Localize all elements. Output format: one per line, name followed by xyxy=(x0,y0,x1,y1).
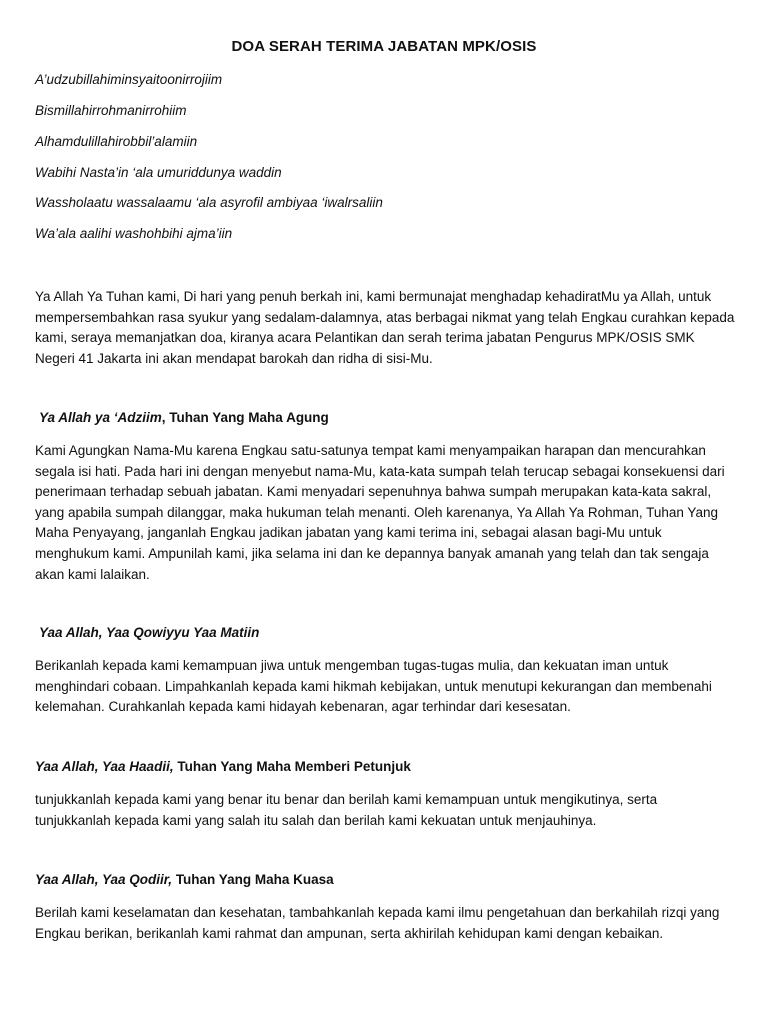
opening-line: A’udzubillahiminsyaitoonirrojiim xyxy=(35,72,223,87)
section-heading-rest: , Tuhan Yang Maha Agung xyxy=(161,410,329,425)
section-body: Berilah kami keselamatan dan kesehatan, tambahkanlah kepada kami ilmu pengetahuan dan berkahilah rizqi yang Engkau berikan, berikanlah kami rahmat dan ampunan, serta akhirilah kehidupan kami dengan kebaikan. xyxy=(35,905,720,941)
opening-line: Alhamdulillahirobbil’alamiin xyxy=(35,134,198,149)
section-heading xyxy=(39,410,329,425)
section-heading xyxy=(35,759,411,774)
opening-line: Wassholaatu wassalaamu ‘ala asyrofil ambiyaa ‘iwalrsaliin xyxy=(35,195,383,210)
section-heading-italic: Yaa Allah, Yaa Qowiyyu Yaa Matiin xyxy=(39,625,260,640)
section-heading-italic: Yaa Allah, Yaa Haadii, xyxy=(35,759,174,774)
section-body: Kami Agungkan Nama-Mu karena Engkau satu-satunya tempat kami menyampaikan harapan dan mencurahkan segala isi hati. Pada hari ini dengan menyebut nama-Mu, kata-kata sumpah telah terucap sebagai konsekuensi dari penerimaan terhadap sebuah jabatan. Kami menyadari sepenuhnya bahwa sumpah merupakan kata-kata sakral, yang apabila sumpah dilanggar, maka hukuman telah menanti. Oleh karenanya, Ya Allah Ya Rohman, Tuhan Yang Maha Penyayang, janganlah Engkau jadikan jabatan yang kami terima ini, sebagai alasan bagi-Mu untuk menghukum kami. Ampunilah kami, jika selama ini dan ke depannya banyak amanah yang telah dan tak sengaja akan kami lalaikan. xyxy=(35,443,725,582)
section-heading-rest: Tuhan Yang Maha Kuasa xyxy=(172,872,334,887)
page-title: DOA SERAH TERIMA JABATAN MPK/OSIS xyxy=(231,38,537,55)
section-heading xyxy=(39,625,259,640)
opening-line: Wabihi Nasta’in ‘ala umuriddunya waddin xyxy=(35,165,282,180)
section-body: tunjukkanlah kepada kami yang benar itu benar dan berilah kami kemampuan untuk mengikutinya, serta tunjukkanlah kepada kami yang salah itu salah dan berilah kami kekuatan untuk menjauhinya. xyxy=(35,792,658,828)
section-heading xyxy=(35,872,334,887)
intro-paragraph: Ya Allah Ya Tuhan kami, Di hari yang penuh berkah ini, kami bermunajat menghadap kehadiratMu ya Allah, untuk mempersembahkan rasa syukur yang sedalam-dalamnya, atas berbagai nikmat yang telah Engkau curahkan kepada kami, seraya memanjatkan doa, kiranya acara Pelantikan dan serah terima jabatan Pengurus MPK/OSIS SMK Negeri 41 Jakarta ini akan mendapat barokah dan ridha di sisi-Mu. xyxy=(35,289,735,366)
opening-line: Wa’ala aalihi washohbihi ajma’iin xyxy=(35,226,233,241)
opening-line: Bismillahirrohmanirrohiim xyxy=(35,103,187,118)
section-heading-italic: Yaa Allah, Yaa Qodiir, xyxy=(35,872,173,887)
section-heading-italic: Ya Allah ya ‘Adziim xyxy=(39,410,162,425)
section-heading-rest: Tuhan Yang Maha Memberi Petunjuk xyxy=(173,759,411,774)
section-body: Berikanlah kepada kami kemampuan jiwa untuk mengemban tugas-tugas mulia, dan kekuatan iman untuk menghindari cobaan. Limpahkanlah kepada kami hikmah kebijakan, untuk menutupi kekurangan dan membenahi kelemahan. Curahkanlah kepada kami hidayah kebenaran, agar terhindar dari kesesatan. xyxy=(35,658,712,715)
